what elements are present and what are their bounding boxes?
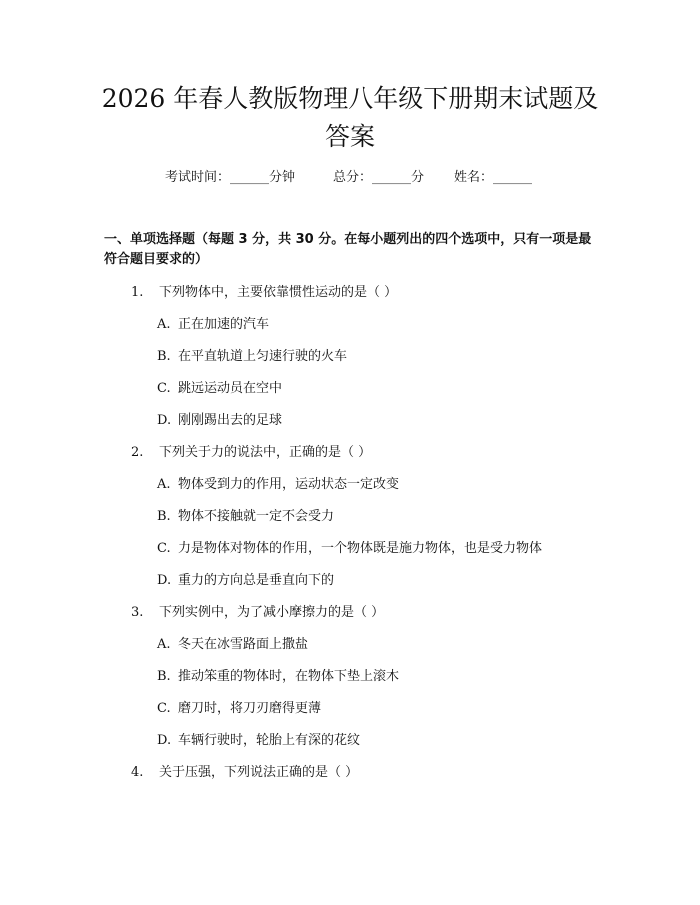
question-1-option-a [157, 315, 269, 335]
question-2 [131, 443, 371, 463]
question-number: 2. [131, 445, 144, 460]
option-letter: C. [157, 541, 171, 556]
option-text: 物体受到力的作用，运动状态一定改变 [178, 477, 400, 492]
student-name-label: 姓名：______ [454, 170, 533, 185]
question-number: 4. [131, 765, 144, 780]
option-text: 推动笨重的物体时，在物体下垫上滚木 [178, 669, 400, 684]
option-text: 刚刚踢出去的足球 [178, 413, 283, 428]
question-1-option-c [157, 379, 282, 399]
total-score-label: 总分：______分 [333, 170, 425, 185]
document-title: 2026 年春人教版物理八年级下册期末试题及答案 [101, 84, 599, 151]
option-letter: B. [157, 669, 171, 684]
option-letter: C. [157, 701, 171, 716]
option-letter: A. [157, 477, 171, 492]
option-letter: B. [157, 509, 171, 524]
option-text: 正在加速的汽车 [178, 317, 270, 332]
option-letter: D. [157, 413, 172, 428]
question-2-option-b [157, 507, 334, 527]
option-text: 磨刀时，将刀刃磨得更薄 [178, 701, 322, 716]
question-number: 1. [131, 285, 144, 300]
option-letter: C. [157, 381, 171, 396]
question-2-option-a [157, 475, 399, 495]
question-stem: 下列物体中，主要依靠惯性运动的是（ ） [159, 285, 398, 300]
question-1-option-b [157, 347, 347, 367]
question-3-option-b [157, 667, 399, 687]
question-2-option-d [157, 571, 334, 591]
option-letter: D. [157, 573, 172, 588]
question-1-option-d [157, 411, 282, 431]
question-2-option-c [157, 539, 542, 559]
section-heading: 一、单项选择题（每题 3 分，共 30 分。在每小题列出的四个选项中，只有一项是最符合题目要求的） [104, 232, 592, 267]
option-text: 重力的方向总是垂直向下的 [178, 573, 335, 588]
question-3-option-a [157, 635, 308, 655]
option-text: 车辆行驶时，轮胎上有深的花纹 [178, 733, 361, 748]
question-3 [131, 603, 384, 623]
question-1 [131, 283, 397, 303]
question-3-option-d [157, 731, 360, 751]
option-letter: A. [157, 317, 171, 332]
option-letter: B. [157, 349, 171, 364]
option-letter: D. [157, 733, 172, 748]
option-text: 在平直轨道上匀速行驶的火车 [178, 349, 348, 364]
exam-time-label: 考试时间：______分钟 [165, 170, 296, 185]
option-letter: A. [157, 637, 171, 652]
option-text: 力是物体对物体的作用，一个物体既是施力物体，也是受力物体 [178, 541, 543, 556]
question-stem: 下列关于力的说法中，正确的是（ ） [159, 445, 372, 460]
option-text: 冬天在冰雪路面上撒盐 [178, 637, 309, 652]
option-text: 跳远运动员在空中 [178, 381, 283, 396]
question-stem: 关于压强，下列说法正确的是（ ） [159, 765, 359, 780]
question-3-option-c [157, 699, 321, 719]
option-text: 物体不接触就一定不会受力 [178, 509, 335, 524]
question-number: 3. [131, 605, 144, 620]
question-4 [131, 763, 358, 783]
question-stem: 下列实例中，为了减小摩擦力的是（ ） [159, 605, 385, 620]
